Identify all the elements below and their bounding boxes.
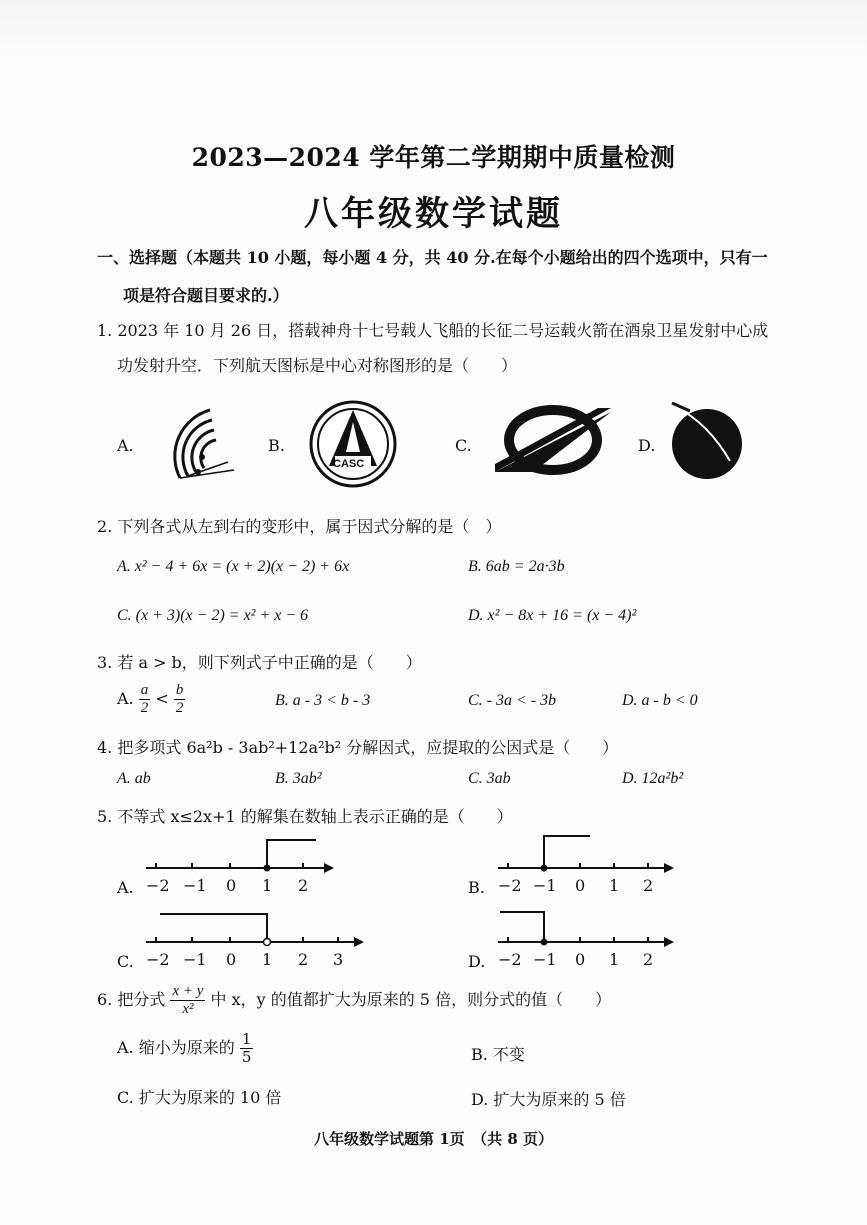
q6-option-d: D. 扩大为原来的 5 倍 [471, 1090, 626, 1109]
q5b-tick-label: 0 [575, 876, 586, 895]
q4-option-a: A. ab [117, 770, 151, 787]
q5a-tick-label: 2 [298, 876, 309, 895]
q5c-tick-label: 0 [226, 950, 237, 969]
q1-stem-line2: 功发射升空．下列航天图标是中心对称图形的是（ ） [117, 356, 518, 375]
q5-option-b-label: B. [468, 878, 485, 897]
number-line-a [140, 832, 340, 882]
q6-frac-num: x + y [172, 983, 204, 999]
casc-logo-text: CASC [333, 458, 365, 470]
number-line-d [492, 906, 682, 956]
q5d-tick-label: 2 [643, 950, 654, 969]
number-line-c [140, 906, 372, 956]
q5d-tick-label: −1 [533, 950, 557, 969]
q5a-tick-label: −2 [146, 876, 170, 895]
q1-option-b-label: B. [268, 436, 285, 455]
q2-option-c: C. (x + 3)(x − 2) = x² + x − 6 [117, 607, 309, 624]
q5c-tick-label: 3 [333, 950, 344, 969]
q4-option-c: C. 3ab [468, 770, 511, 787]
q5b-tick-label: −2 [498, 876, 522, 895]
scan-shade [0, 0, 867, 60]
q2-option-a: A. x² − 4 + 6x = (x + 2)(x − 2) + 6x [117, 558, 350, 575]
q5c-tick-label: −1 [183, 950, 207, 969]
q3-option-a-label: A. [117, 689, 134, 708]
q5c-tick-label: −2 [146, 950, 170, 969]
section-heading-line2: 项是符合题目要求的.） [123, 286, 289, 305]
q2-option-b: B. 6ab = 2a·3b [468, 558, 565, 575]
casc-logo-icon [309, 400, 397, 488]
q5c-tick-label: 1 [262, 950, 273, 969]
q3-a-frac-left [139, 683, 151, 716]
globe-logo-icon [668, 403, 748, 483]
q5d-tick-label: 0 [575, 950, 586, 969]
q5a-tick-label: −1 [183, 876, 207, 895]
q5-option-a-label: A. [117, 878, 134, 897]
q5-stem: 5. 不等式 x≤2x+1 的解集在数轴上表示正确的是（ ） [97, 807, 513, 826]
exam-term-title: 2023—2024 学年第二学期期中质量检测 [191, 143, 676, 172]
q3-a-frac-right [174, 683, 186, 716]
exam-subject-title: 八年级数学试题 [304, 194, 563, 234]
section-heading-line1: 一、选择题（本题共 10 小题，每小题 4 分，共 40 分.在每个小题给出的四个选项中，只有一 [97, 248, 768, 267]
q3-option-a [117, 683, 185, 716]
q5b-tick-label: 2 [643, 876, 654, 895]
q6-fraction [170, 984, 205, 1017]
q3-a-num-right: b [175, 682, 184, 698]
q2-option-d: D. x² − 8x + 16 = (x − 4)² [468, 607, 637, 624]
q6-option-a [117, 1032, 253, 1065]
q5-option-d-label: D. [468, 952, 486, 971]
q3-a-num-left: a [140, 682, 149, 698]
q5b-tick-label: −1 [533, 876, 557, 895]
q1-option-a-label: A. [117, 436, 134, 455]
q6-stem-pre: 6. 把分式 [97, 990, 166, 1009]
arcs-logo-icon [150, 400, 240, 485]
slash-ring-logo-icon [493, 402, 613, 477]
q5-option-c-label: C. [117, 952, 134, 971]
number-line-b [492, 832, 682, 882]
q5c-tick-label: 2 [298, 950, 309, 969]
q6-stem [97, 984, 611, 1017]
q6-option-c: C. 扩大为原来的 10 倍 [117, 1088, 282, 1107]
q2-stem: 2. 下列各式从左到右的变形中，属于因式分解的是（ ） [97, 517, 502, 536]
page-footer: 八年级数学试题第 1页 （共 8 页） [313, 1130, 554, 1148]
q3-a-op: < [155, 689, 169, 708]
q4-option-d: D. 12a²b² [622, 770, 684, 787]
q6-a-fraction [240, 1032, 254, 1065]
q6-option-b: B. 不变 [471, 1045, 525, 1064]
q5a-tick-label: 1 [262, 876, 273, 895]
q3-option-b: B. a - 3 < b - 3 [275, 692, 371, 709]
q6-a-num: 1 [241, 1030, 252, 1048]
q3-a-den-right: 2 [175, 700, 184, 716]
q3-a-den-left: 2 [140, 700, 149, 716]
q1-option-d-label: D. [638, 436, 656, 455]
q5a-tick-label: 0 [226, 876, 237, 895]
q6-stem-post: 中 x，y 的值都扩大为原来的 5 倍，则分式的值（ ） [210, 990, 612, 1009]
q4-option-b: B. 3ab² [275, 770, 322, 787]
q5d-tick-label: −2 [498, 950, 522, 969]
q5b-tick-label: 1 [609, 876, 620, 895]
q3-option-d: D. a - b < 0 [622, 692, 698, 709]
q6-option-a-text: A. 缩小为原来的 [117, 1038, 235, 1057]
q5d-tick-label: 1 [609, 950, 620, 969]
q3-stem: 3. 若 a > b，则下列式子中正确的是（ ） [97, 653, 422, 672]
q4-stem: 4. 把多项式 6a²b - 3ab²+12a²b² 分解因式，应提取的公因式是（ ） [97, 738, 619, 757]
q1-stem-line1: 1. 2023 年 10 月 26 日，搭载神舟十七号载人飞船的长征二号运载火箭在酒泉卫星发射中心成 [97, 321, 769, 340]
q3-option-c: C. - 3a < - 3b [468, 692, 557, 709]
q6-a-den: 5 [241, 1048, 252, 1066]
q6-frac-den: x² [182, 1001, 194, 1017]
q1-option-c-label: C. [455, 436, 472, 455]
